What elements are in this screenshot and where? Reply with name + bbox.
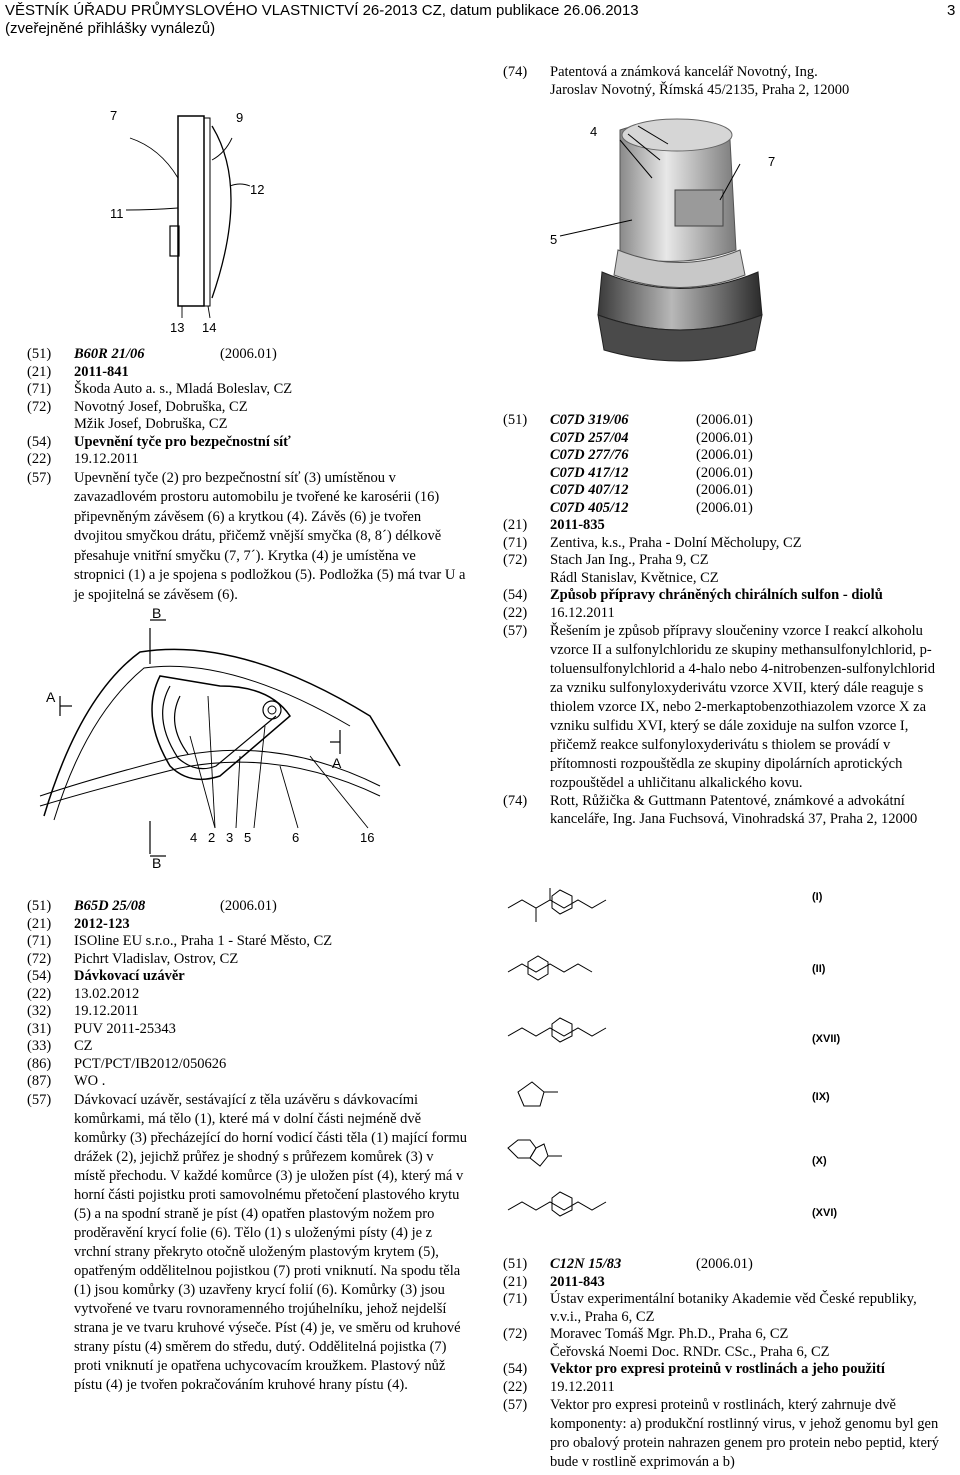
application-number: 2011-835 xyxy=(550,517,605,533)
fig2-label: 7 xyxy=(768,154,776,169)
inventor: Stach Jan Ing., Praha 9, CZ xyxy=(550,552,709,568)
ipc-class: B65D 25/08 xyxy=(74,898,146,914)
priority-number: PUV 2011-25343 xyxy=(74,1020,176,1037)
applicant: ISOline EU s.r.o., Praha 1 - Staré Město, CZ xyxy=(74,933,333,949)
filing-date: 19.12.2011 xyxy=(74,451,139,467)
field-code: (72) xyxy=(503,552,528,568)
formula-label: (XVII) xyxy=(812,1033,841,1045)
applicant: Ústav experimentální botaniky Akademie věd České republiky, v.v.i., Praha 6, CZ xyxy=(550,1291,917,1325)
fig3-label: 3 xyxy=(226,830,234,845)
ipc-class: B60R 21/06 xyxy=(74,346,145,362)
field-code: (22) xyxy=(27,451,52,467)
field-code: (51) xyxy=(27,346,52,362)
attorney-text: Patentová a známková kancelář Novotný, Ing. Jaroslav Novotný, Římská 45/2135, Praha 2, 12000 xyxy=(550,64,850,98)
patent-entry-c07d xyxy=(503,412,943,828)
ipc-class: C07D 257/04 xyxy=(550,429,629,446)
inventor: Čeřovská Noemi Doc. RNDr. CSc., Praha 6, CZ xyxy=(550,1343,830,1360)
ipc-class: C07D 407/12 xyxy=(550,482,629,498)
field-code: (72) xyxy=(27,950,52,967)
fig1-label: 11 xyxy=(110,206,124,221)
field-code: (71) xyxy=(27,381,52,397)
fig3-label: 16 xyxy=(360,830,375,845)
fig1-label: 9 xyxy=(236,110,244,125)
fig3-label: 5 xyxy=(244,830,252,845)
pct-application: PCT/PCT/IB2012/050626 xyxy=(74,1055,227,1072)
field-code: (51) xyxy=(503,1256,528,1272)
attorney: Rott, Růžička & Guttmann Patentové, známkové a advokátní kanceláře, Ing. Jana Fuchsová, Vinohradská 37, Praha 2, 12000 xyxy=(550,793,918,827)
field-code: (51) xyxy=(27,898,52,914)
fig1-label: 14 xyxy=(202,320,217,335)
fig3-label: B xyxy=(152,605,162,621)
field-code: (71) xyxy=(503,1291,528,1307)
journal-title: VĚSTNÍK ÚŘADU PRŮMYSLOVÉHO VLASTNICTVÍ 26-2013 CZ, datum publikace 26.06.2013 xyxy=(5,2,639,19)
patent-entry-c12n xyxy=(503,1256,943,1472)
top-attorney xyxy=(503,64,863,99)
abstract: Upevnění tyče (2) pro bezpečnostní síť (3) umístěnou v zavazadlovém prostoru automobilu je tvořené ke karosérii (16) připevněným závěsem (6) a krytkou (4). Závěs (6) je tvořen dvojitou smyčkou drátu, přičemž vnější smyčka (8, 8´) délkově přesahuje vnitřní smyčku (7, 7´). Krytka (4) je umístěna ve stropnici (1) a je spojena s podložkou (5). Podložka (5) má tvar U a je spojitelná se závěsem (6). xyxy=(74,469,466,603)
figure-mounting-drawing xyxy=(40,605,420,871)
ipc-version: (2006.01) xyxy=(696,464,753,481)
formula-label: (IX) xyxy=(812,1091,830,1103)
field-code: (57) xyxy=(27,469,52,486)
field-code: (21) xyxy=(503,517,528,533)
device-curve xyxy=(212,126,231,298)
field-code: (72) xyxy=(27,398,52,415)
field-code: (57) xyxy=(503,623,528,639)
fig1-label: 13 xyxy=(170,320,185,335)
field-code: (22) xyxy=(27,985,52,1002)
field-code: (22) xyxy=(503,1378,528,1395)
device-edge xyxy=(204,118,210,306)
field-code: (31) xyxy=(27,1020,52,1037)
abstract: Vektor pro expresi proteinů v rostlinách, který zahrnuje dvě komponenty: a) produkční rostlinný virus, v jehož genomu byl gen pro obalový protein nahrazen genem pro protein nebo peptid, který bude v rostlině exprimován a b) xyxy=(550,1397,939,1470)
pct-publication: WO . xyxy=(74,1073,106,1089)
fig1-label: 12 xyxy=(250,182,265,197)
ipc-version: (2006.01) xyxy=(220,898,277,914)
abstract: Řešením je způsob přípravy sloučeniny vzorce I reakcí alkoholu vzorce II a sulfonylchloridu ze skupiny methansulfonylchlorid, p-toluensulfonylchlorid a 4-halo nebo 4-nitrobenzen-sulfonylchlorid za vzniku sulfonyloxyderivátu vzorce XVII, který dále reaguje s thiolem vzorce IX, nebo 2-merkaptobenzothiazolem vzorce X za vzniku sulfidu XVI, který se dále zoxiduje na sulfon vzorce I, přičemž reakce sulfonyloxyderivátu s thiolem se provádí v přítomnosti rozpouštědla ze skupiny dipolárních aprotických rozpouštědel a uhličitanu alkalického kovu. xyxy=(550,623,935,791)
field-code: (21) xyxy=(503,1273,528,1290)
field-code: (54) xyxy=(503,587,528,603)
field-code: (51) xyxy=(503,412,528,428)
ipc-class: C12N 15/83 xyxy=(550,1256,622,1272)
fig1-label: 7 xyxy=(110,108,118,123)
ipc-class: C07D 417/12 xyxy=(550,464,629,481)
field-code: (54) xyxy=(27,968,52,984)
patent-entry-b65d xyxy=(27,898,467,1395)
ipc-version: (2006.01) xyxy=(220,346,277,362)
patent-entry-b60r xyxy=(27,346,467,605)
field-code: (74) xyxy=(503,64,528,80)
fig2-label: 4 xyxy=(590,124,598,139)
ipc-version: (2006.01) xyxy=(696,412,753,428)
applicant: Zentiva, k.s., Praha - Dolní Měcholupy, CZ xyxy=(550,534,802,551)
field-code: (54) xyxy=(27,433,52,450)
ipc-version: (2006.01) xyxy=(696,499,753,516)
ipc-version: (2006.01) xyxy=(696,447,753,463)
field-code: (71) xyxy=(27,933,52,949)
inventor: Novotný Josef, Dobruška, CZ xyxy=(74,398,248,415)
figure-dosing-cap xyxy=(540,100,780,420)
ipc-version: (2006.01) xyxy=(696,482,753,498)
figure-device-drawing xyxy=(100,98,265,338)
application-number: 2012-123 xyxy=(74,915,130,932)
device-plate xyxy=(178,116,204,306)
invention-title: Způsob přípravy chráněných chirálních sulfon - diolů xyxy=(550,587,883,603)
priority-country: CZ xyxy=(74,1038,93,1054)
ipc-class: C07D 405/12 xyxy=(550,499,629,516)
fig3-label: 6 xyxy=(292,830,300,845)
fig3-label: A xyxy=(46,689,56,705)
inventor: Moravec Tomáš Mgr. Ph.D., Praha 6, CZ xyxy=(550,1326,789,1342)
ipc-class: C07D 319/06 xyxy=(550,412,629,428)
field-code: (21) xyxy=(27,363,52,380)
filing-date: 13.02.2012 xyxy=(74,985,140,1002)
field-code: (54) xyxy=(503,1361,528,1377)
filing-date: 16.12.2011 xyxy=(550,604,615,621)
field-code xyxy=(503,1344,550,1362)
fig2-label: 5 xyxy=(550,232,558,247)
ipc-version: (2006.01) xyxy=(696,1256,753,1272)
field-code: (22) xyxy=(503,604,528,621)
application-number: 2011-841 xyxy=(74,363,129,380)
inventor: Mžik Josef, Dobruška, CZ xyxy=(74,416,228,432)
application-number: 2011-843 xyxy=(550,1273,605,1290)
field-code: (72) xyxy=(503,1326,528,1342)
figure-chemical-structures xyxy=(488,870,848,1240)
abstract: Dávkovací uzávěr, sestávající z těla uzávěru s dávkovacími komůrkami, má tělo (1), které má v dolní části nejméně dvě komůrky (3) přecházející do horní vodicí části těla (1) mající formu drážek (2), jejichž průřez je shodný s průřezem komůrek (3) v místě přechodu. V každé komůrce (3) je uložen píst (4), který má v horní části pojistku proti samovolnému přetočení plastového krytu (5) a na spodní straně je píst (4) opatřen plastovým nožem pro proděravění krycí folie (6). Tělo (1) s uloženými písty (4) je z vrchní strany překryto otočně uloženým plastovým krytem (5), opatřeným oddělitelnou pojistkou (7) proti vniknutí. Na spodu těla (1) jsou komůrky (3) uzavřeny krycí folií (6). Komůrky (3) jsou vytvořené ve tvaru rovnoramenného trojúhelníku, jehož nejdelší strana je ve tvaru kruhové výseče. Píst (4) je, ve směru od kruhové strany pístu (4) směrem do středu, dutý. Oddělitelná pojistka (7) proti vniknutí je opatřena uchycovacím kroužkem. Plastový nůž pístu (4) je tvořen pokračováním kruhové hrany pístu (4). xyxy=(74,1091,467,1393)
ipc-version: (2006.01) xyxy=(696,429,753,446)
inventor: Rádl Stanislav, Květnice, CZ xyxy=(550,569,719,586)
fig3-label: 4 xyxy=(190,830,198,845)
formula-label: (XVI) xyxy=(812,1207,838,1219)
field-code: (57) xyxy=(27,1091,52,1108)
field-code xyxy=(27,416,74,434)
fig3-label: B xyxy=(152,855,162,871)
field-code: (32) xyxy=(27,1003,52,1019)
ipc-class: C07D 277/76 xyxy=(550,447,629,463)
field-code: (21) xyxy=(27,915,52,932)
field-code: (71) xyxy=(503,534,528,551)
field-code: (86) xyxy=(27,1055,52,1072)
field-code: (74) xyxy=(503,793,528,809)
field-code: (33) xyxy=(27,1038,52,1054)
field-code xyxy=(503,570,550,588)
fig3-label: A xyxy=(332,755,342,771)
journal-subtitle: (zveřejněné přihlášky vynálezů) xyxy=(5,20,216,37)
field-code: (87) xyxy=(27,1073,52,1089)
applicant: Škoda Auto a. s., Mladá Boleslav, CZ xyxy=(74,381,293,397)
journal-header xyxy=(5,2,639,38)
page-number: 3 xyxy=(947,2,956,19)
formula-label: (X) xyxy=(812,1155,827,1167)
fig3-label: 2 xyxy=(208,830,216,845)
formula-label: (I) xyxy=(812,891,823,903)
invention-title: Upevnění tyče pro bezpečnostní síť xyxy=(74,433,291,450)
priority-date: 19.12.2011 xyxy=(74,1003,139,1019)
filing-date: 19.12.2011 xyxy=(550,1378,615,1395)
invention-title: Dávkovací uzávěr xyxy=(74,968,185,984)
field-code: (57) xyxy=(503,1397,528,1413)
body-outline xyxy=(44,649,400,816)
invention-title: Vektor pro expresi proteinů v rostlinách a jeho použití xyxy=(550,1361,885,1377)
formula-label: (II) xyxy=(812,963,826,975)
inventor: Pichrt Vladislav, Ostrov, CZ xyxy=(74,950,239,967)
